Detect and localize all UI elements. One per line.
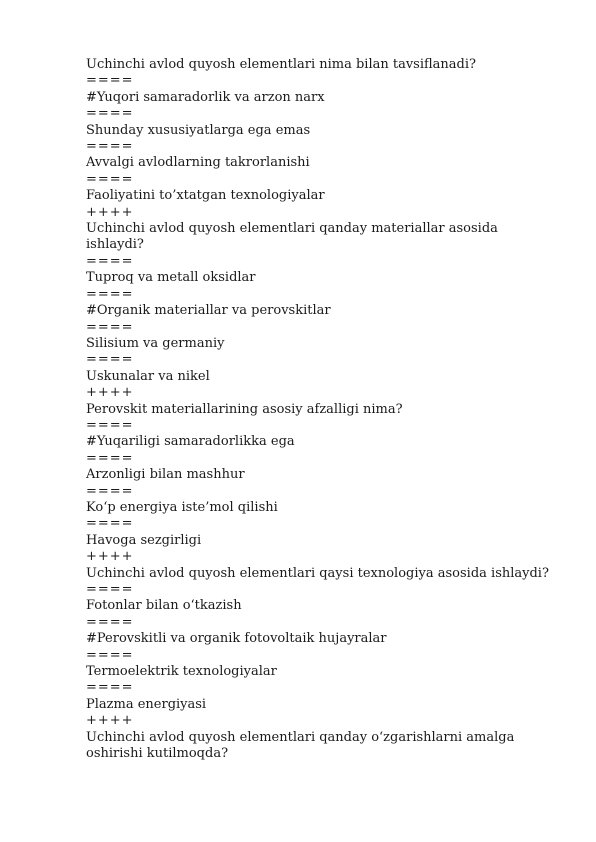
separator: ====	[86, 73, 134, 89]
separator: ====	[86, 106, 134, 122]
question-separator: ++++	[86, 713, 134, 729]
answer-option: Silisium va germaniy	[86, 335, 225, 351]
question-text: Uchinchi avlod quyosh elementlari qanday materiallar asosida ishlaydi?	[86, 221, 503, 253]
answer-option: Plazma energiyasi	[86, 696, 207, 712]
answer-option: Ko‘p energiya iste’mol qilishi	[86, 499, 278, 515]
question-text: Uchinchi avlod quyosh elementlari nima bilan tavsiflanadi?	[86, 57, 477, 72]
answer-option: Avvalgi avlodlarning takrorlanishi	[86, 155, 310, 171]
separator: ====	[86, 139, 134, 155]
separator: ====	[86, 319, 134, 335]
separator: ====	[86, 286, 134, 302]
answer-option-correct: #Organik materiallar va perovskitlar	[86, 303, 331, 319]
separator: ====	[86, 483, 134, 499]
answer-option-correct: #Yuqori samaradorlik va arzon narx	[86, 89, 325, 105]
question-separator: ++++	[86, 204, 134, 220]
answer-option: Faoliyatini to’xtatgan texnologiyalar	[86, 188, 325, 204]
separator: ====	[86, 253, 134, 269]
answer-option-correct: #Perovskitli va organik fotovoltaik hujayralar	[86, 631, 387, 647]
question-text: Uchinchi avlod quyosh elementlari qanday o‘zgarishlarni amalga oshirishi kutilmoqda?	[86, 729, 519, 762]
separator: ====	[86, 352, 134, 368]
answer-option: Tuproq va metall oksidlar	[86, 270, 256, 286]
separator: ====	[86, 680, 134, 696]
question-separator: ++++	[86, 385, 134, 401]
separator: ====	[86, 171, 134, 187]
answer-option-correct: #Yuqariligi samaradorlikka ega	[86, 434, 295, 450]
document-page	[86, 57, 556, 762]
separator: ====	[86, 614, 134, 630]
separator: ====	[86, 417, 134, 433]
question-text: Perovskit materiallarining asosiy afzalligi nima?	[86, 401, 403, 417]
question-text: Uchinchi avlod quyosh elementlari qaysi texnologiya asosida ishlaydi?	[86, 565, 549, 581]
separator: ====	[86, 516, 134, 532]
separator: ====	[86, 647, 134, 663]
separator: ====	[86, 582, 134, 597]
separator: ====	[86, 450, 134, 466]
answer-option: Termoelektrik texnologiyalar	[86, 664, 277, 680]
question-separator: ++++	[86, 549, 134, 565]
answer-option: Fotonlar bilan o‘tkazish	[86, 598, 242, 614]
answer-option: Arzonligi bilan mashhur	[86, 467, 245, 483]
answer-option: Havoga sezgirligi	[86, 532, 202, 548]
answer-option: Uskunalar va nikel	[86, 368, 210, 384]
answer-option: Shunday xususiyatlarga ega emas	[86, 122, 311, 138]
